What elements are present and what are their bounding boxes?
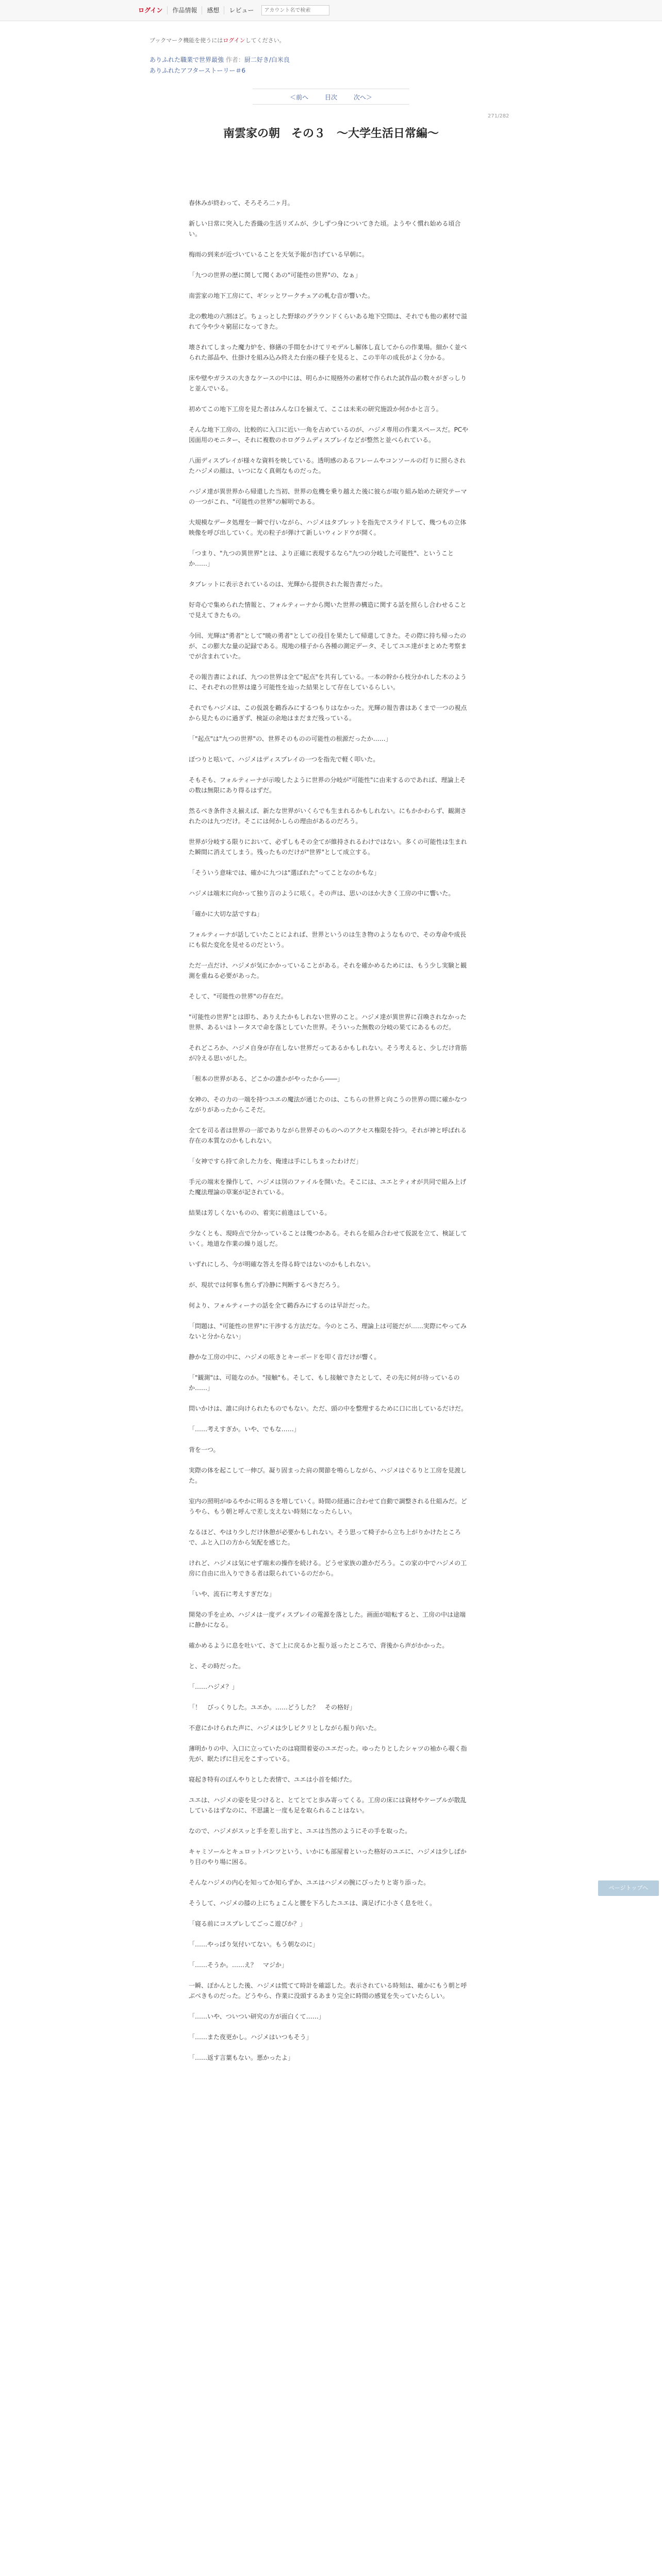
divider: [253, 104, 409, 105]
body-paragraph: 不意にかけられた声に、ハジメは少しビクリとしながら振り向いた。: [189, 1724, 380, 1732]
episode-title: 南雲家の朝 その３ ～大学生活日常編～: [223, 127, 439, 140]
body-paragraph: 「！ びっくりした。ユエか。……どうした？ その格好」: [189, 1704, 356, 1711]
body-paragraph: 「つまり、"九つの異世界"とは、より正確に表現するなら"九つの分岐した可能性"、ということか……」: [189, 550, 454, 567]
body-paragraph: 然るべき条件さえ揃えば、新たな世界がいくらでも生まれるかもしれない。にもかかわらず、観測されたのは九つだけ。そこには何かしらの理由があるのだろう。: [189, 807, 467, 825]
body-paragraph: 寝起き特有のぼんやりとした表情で、ユエは小首を傾げた。: [189, 1776, 356, 1783]
nav-item-work-info[interactable]: 作品情報: [168, 6, 202, 14]
body-paragraph: 「……考えすぎか。いや、でもな……」: [189, 1426, 300, 1433]
body-paragraph: その報告書によれば、九つの世界は全て"起点"を共有している。一本の幹から枝分かれした木のように、それぞれの世界は違う可能性を辿った結果として存在しているらしい。: [189, 673, 467, 691]
body-paragraph: 何より、フォルティーナの話を全て鵜呑みにするのは早計だった。: [189, 1302, 374, 1309]
body-paragraph: 問いかけは、誰に向けられたものでもない。ただ、頭の中を整理するために口に出しているだけだ。: [189, 1405, 468, 1412]
body-paragraph: 室内の照明がゆるやかに明るさを増していく。時間の経過に合わせて自動で調整される仕組みだ。どうやら、もう朝と呼んで差し支えない時刻になったらしい。: [189, 1498, 467, 1515]
body-paragraph: そんな地下工房の、比較的に入口に近い一角を占めているのが、ハジメ専用の作業スペースだ。PCや図面用のモニター、それに複数のホログラムディスプレイなどが整然と並べられている。: [189, 426, 469, 444]
body-paragraph: 春休みが終わって、そろそろ二ヶ月。: [189, 199, 294, 207]
body-paragraph: 大規模なデータ処理を一瞬で行いながら、ハジメはタブレットを指先でスライドして、幾つもの立体映像を呼び出していく。光の粒子が弾けて新しいウィンドウが開く。: [189, 519, 467, 536]
nav-item-reviews[interactable]: レビュー: [229, 7, 254, 14]
bookmark-notice: [150, 36, 285, 44]
search-input[interactable]: [261, 5, 329, 15]
body-paragraph: 実際の体を起こして一伸び。凝り固まった肩の関節を鳴らしながら、ハジメはぐるりと工房を見渡した。: [189, 1467, 467, 1484]
body-paragraph: 北の敷地の六割ほど。ちょっとした野球のグラウンドくらいある地下空間は、それでも他の素材で溢れて今や少々窮屈になってきた。: [189, 313, 468, 330]
body-paragraph: そうして、ハジメの膝の上にちょこんと腰を下ろしたユエは、満足げに小さく息を吐く。: [189, 1900, 436, 1907]
body-paragraph: 結果は芳しくないものの、着実に前進はしている。: [189, 1209, 331, 1216]
body-paragraph: 「"観測"は、可能なのか。"接触"も。そして、もし接触できたとして、その先に何が待っているのか……」: [189, 1374, 460, 1392]
body-paragraph: 全てを司る者は世界の一部でありながら世界そのものへのアクセス権限を持つ。それが神と呼ばれる存在の本質なのかもしれない。: [189, 1127, 467, 1144]
body-paragraph: そもそも、フォルティーナが示唆したように世界の分岐が"可能性"に由来するのであれば、理論上その数は無限にあり得るはずだ。: [189, 776, 466, 794]
body-paragraph: "可能性の世界"とは即ち、ありえたかもしれない世界のこと。ハジメ達が異世界に召喚されなかった世界、あるいはトータスで命を落としていた世界。そういった無数の分岐の果てにあるものだ。: [189, 1013, 467, 1031]
login-link[interactable]: ログイン: [138, 6, 168, 14]
top-nav: [138, 4, 329, 16]
body-paragraph: ぽつりと呟いて、ハジメはディスプレイの一つを指先で軽く叩いた。: [189, 756, 379, 763]
body-paragraph: いずれにしろ、今が明確な答えを得る時ではないのかもしれない。: [189, 1261, 375, 1268]
body-paragraph: それでもハジメは、この仮説を鵜呑みにするつもりはなかった。光輝の報告書はあくまで一つの視点から見たものに過ぎず、検証の余地はまだまだ残っている。: [189, 704, 467, 722]
body-paragraph: 好奇心で集められた情報と、フォルティーナから聞いた世界の構造に関する話を照らし合わせることで見えてきたもの。: [189, 601, 467, 619]
nav-item-impressions[interactable]: 感想: [202, 6, 224, 14]
body-paragraph: ただ一点だけ、ハジメが気にかかっていることがある。それを確かめるためには、もう少し実験と観測を重ねる必要があった。: [189, 962, 467, 979]
body-paragraph: 女神の、その力の一端を持つユエの魔法が通じたのは、こちらの世界と向こうの世界の間に確かなつながりがあったからこそだ。: [189, 1096, 467, 1113]
next-link[interactable]: 次へ＞: [353, 94, 372, 101]
body-paragraph: 「根本の世界がある、どこかの誰かがやったから――」: [189, 1075, 344, 1082]
body-paragraph: なるほど、やはり少しだけ休憩が必要かもしれない。そう思って椅子から立ち上がりかけたところで、ふと入口の方から気配を感じた。: [189, 1529, 461, 1546]
page-top-button[interactable]: ページトップへ: [598, 1880, 659, 1896]
body-paragraph: 「……返す言葉もない。悪かったよ」: [189, 2054, 294, 2061]
series-title[interactable]: ありふれた職業で世界最強: [150, 56, 224, 63]
body-paragraph: 「そういう意味では、確かに九つは"選ばれた"ってことなのかもな」: [189, 869, 380, 876]
notice-prefix: ブックマーク機能を使うには: [150, 37, 223, 44]
body-paragraph: 「"起点"は"九つの世界"の、世界そのものの可能性の根源だったか……」: [189, 735, 392, 742]
body-paragraph: フォルティーナが話していたことによれば、世界というのは生き物のようなもので、その寿命や成長にも似た変化を見せるのだという。: [189, 931, 467, 948]
body-paragraph: ユエは、ハジメの姿を見つけると、とてとてと歩み寄ってくる。工房の床には資材やケーブルが散乱しているはずなのに、不思議と一度も足を取られることはない。: [189, 1797, 467, 1814]
body-paragraph: 世界が分岐する限りにおいて、必ずしもその全てが維持されるわけではない。多くの可能性は生まれた瞬間に消えてしまう。残ったものだけが"世界"として成立する。: [189, 838, 467, 856]
author-name[interactable]: 厨二好き/白米良: [244, 56, 290, 63]
series-info: [150, 56, 290, 64]
author-label: 作者：: [225, 56, 244, 63]
body-paragraph: なので、ハジメがスッと手を差し出すと、ユエは当然のようにその手を取った。: [189, 1827, 411, 1835]
body-paragraph: 梅雨の到来が近づいていることを天気予報が告げている早朝に。: [189, 251, 369, 258]
body-paragraph: 「いや、流石に考えすぎだな」: [189, 1590, 275, 1598]
body-paragraph: 初めてこの地下工房を見た者はみんな口を揃えて、ここは未来の研究施設か何かかと言う。: [189, 405, 442, 413]
novel-body: [189, 198, 471, 2073]
body-paragraph: 「……ハジメ？」: [189, 1683, 238, 1690]
body-paragraph: 新しい日常に突入した香織の生活リズムが、少しずつ身についてきた頃。ようやく慣れ始める頃合い。: [189, 220, 461, 238]
body-paragraph: ハジメは端末に向かって独り言のように呟く。その声は、思いのほか大きく工房の中に響いた。: [189, 890, 455, 897]
body-paragraph: 壊されてしまった魔力炉を、修繕の手間をかけてリモデルし解体し直してからの作業場。細かく並べられた部品や、仕掛けを組み込み終えた台座の様子を見ると、この半年の成長がよく分かる。: [189, 344, 467, 361]
body-paragraph: 「女神ですら持て余した力を、俺達は手にしちまったわけだ」: [189, 1158, 362, 1165]
body-paragraph: が、現状では何事も焦らず冷静に判断するべきだろう。: [189, 1281, 344, 1289]
body-paragraph: 「……そうか。……え？ マジか」: [189, 1961, 288, 1969]
top-bar: [0, 0, 662, 21]
body-paragraph: と、その時だった。: [189, 1663, 245, 1670]
body-paragraph: 南雲家の地下工房にて、ギシッとワークチェアの軋む音が響いた。: [189, 292, 374, 299]
body-paragraph: そして、"可能性の世界"の存在だ。: [189, 993, 287, 1000]
body-paragraph: 手元の端末を操作して、ハジメは別のファイルを開いた。そこには、ユエとティオが共同で組み上げた魔法理論の草案が記されている。: [189, 1178, 467, 1196]
chapter-group: ありふれたアフターストーリー＃6: [150, 67, 246, 74]
body-paragraph: けれど、ハジメは気にせず端末の操作を続ける。どうせ家族の誰かだろう。この家の中でハジメの工房に自由に出入りできる者は限られているのだから。: [189, 1560, 467, 1577]
body-paragraph: 静かな工房の中に、ハジメの呟きとキーボードを叩く音だけが響く。: [189, 1353, 380, 1361]
body-paragraph: 床や壁やガラスの大きなケースの中には、明らかに規格外の素材で作られた試作品の数々がぎっしりと並んでいる。: [189, 375, 467, 392]
notice-suffix: してください。: [245, 37, 285, 44]
body-paragraph: 八面ディスプレイが様々な資料を映している。透明感のあるフレームやコンソールの灯りに照らされたハジメの顔は、いつになく真剣なものだった。: [189, 457, 466, 474]
episode-number: 271/282: [488, 113, 509, 119]
body-paragraph: そんなハジメの内心を知ってか知らずか、ユエはハジメの腕にぴったりと寄り添った。: [189, 1879, 430, 1886]
body-paragraph: キャミソールとキュロットパンツという、いかにも部屋着といった格好のユエに、ハジメは少しばかり目のやり場に困る。: [189, 1848, 467, 1866]
body-paragraph: 一瞬、ぽかんとした後、ハジメは慌てて時計を確認した。表示されている時刻は、確かにもう朝と呼ぶべきものだった。どうやら、作業に没頭するあまり完全に時間の感覚を失っていたらしい。: [189, 1982, 467, 1999]
body-paragraph: 「……やっぱり気付いてない。もう朝なのに」: [189, 1941, 319, 1948]
body-paragraph: ハジメ達が異世界から帰還した当初、世界の危機を乗り越えた後に彼らが取り組み始めた研究テーマの一つがこれ、"可能性の世界"の解明である。: [189, 488, 467, 505]
body-paragraph: 確かめるように息を吐いて、さて上に戻るかと振り返ったところで、背後から声がかかった。: [189, 1642, 449, 1649]
body-paragraph: 背を一つ。: [189, 1446, 220, 1453]
body-paragraph: 少なくとも、現時点で分かっていることは幾つかある。それらを組み合わせて仮説を立て、検証していく。地道な作業の繰り返しだ。: [189, 1230, 467, 1247]
body-paragraph: それどころか、ハジメ自身が存在しない世界だってあるかもしれない。そう考えると、少しだけ背筋が冷える思いがした。: [189, 1044, 467, 1062]
prev-link[interactable]: ＜前へ: [290, 94, 309, 101]
body-paragraph: 今回、光輝は"勇者"として"暁の勇者"としての役目を果たして帰還してきた。その際に持ち帰ったのが、この膨大な量の記録である。現地の様子から各種の測定データ、そしてユエ達がまとめた考察までが含まれていた。: [189, 632, 467, 660]
body-paragraph: 「……また夜更かし。ハジメはいつもそう」: [189, 2033, 312, 2041]
toc-link[interactable]: 目次: [324, 94, 337, 101]
notice-login-link[interactable]: ログイン: [223, 37, 245, 44]
body-paragraph: 開発の手を止め、ハジメは一度ディスプレイの電源を落とした。画面が暗転すると、工房の中は途端に静かになる。: [189, 1611, 466, 1629]
body-paragraph: 「……いや、ついつい研究の方が面白くて……」: [189, 2013, 325, 2020]
body-paragraph: 「確かに大切な話ですね」: [189, 910, 263, 918]
body-paragraph: 「九つの世界の歴に関して聞くあの"可能性の世界"の、なぁ」: [189, 272, 361, 279]
pager-top: [0, 93, 662, 101]
body-paragraph: 薄明かりの中、入口に立っていたのは寝間着姿のユエだった。ゆったりとしたシャツの袖から覗く指先が、眠たげに目元をこすっている。: [189, 1745, 467, 1762]
body-paragraph: 「寝る前にコスプレしてごっこ遊びか？」: [189, 1920, 306, 1927]
body-paragraph: 「問題は、"可能性の世界"に干渉する方法だな。今のところ、理論上は可能だが……実際にやってみないと分からない」: [189, 1323, 467, 1340]
body-paragraph: タブレットに表示されているのは、光輝から提供された報告書だった。: [189, 581, 387, 588]
